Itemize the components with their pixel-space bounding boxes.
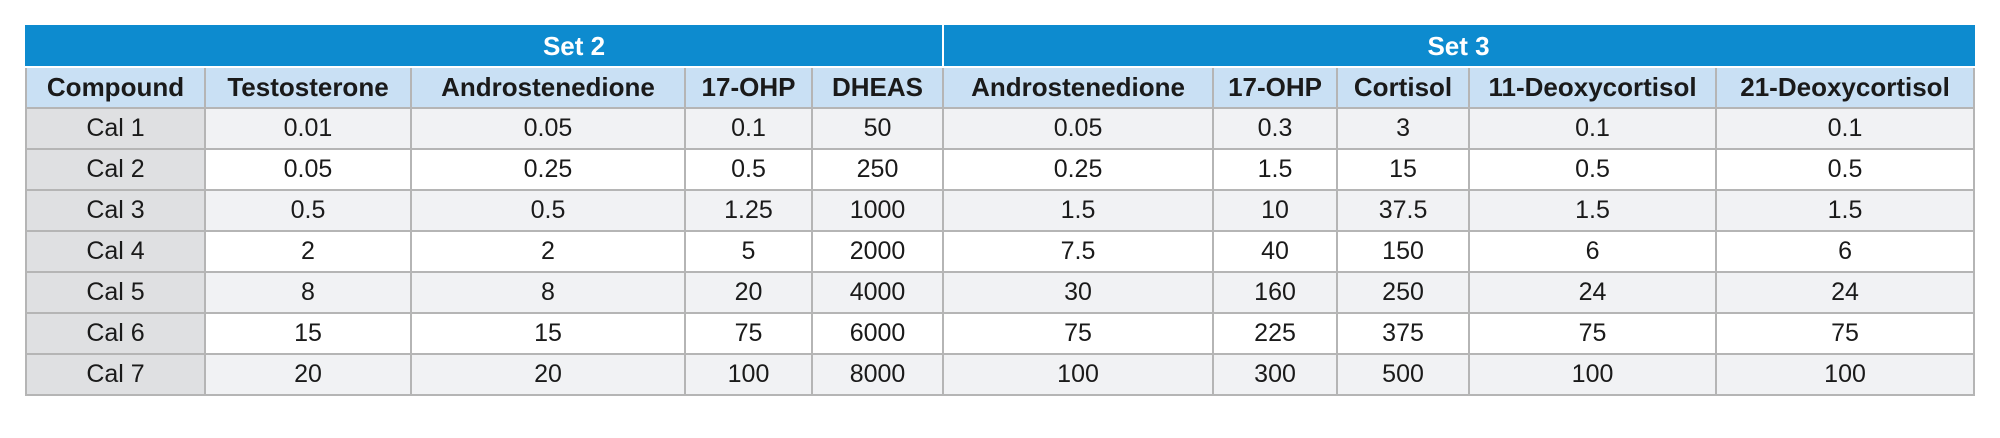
table-cell: 300 [1213, 354, 1337, 395]
table-cell: 75 [1716, 313, 1974, 354]
set-header-row [26, 26, 1974, 67]
calibration-table [25, 25, 1975, 396]
table-cell: 6 [1716, 231, 1974, 272]
row-label-cell: Cal 6 [26, 313, 205, 354]
table-cell: 10 [1213, 190, 1337, 231]
row-label-cell: Cal 5 [26, 272, 205, 313]
table-cell: 37.5 [1337, 190, 1469, 231]
table-cell: 6 [1469, 231, 1716, 272]
table-cell: 24 [1716, 272, 1974, 313]
table-cell: 75 [685, 313, 812, 354]
table-cell: 150 [1337, 231, 1469, 272]
table-cell: 1.5 [1469, 190, 1716, 231]
column-header-cortisol: Cortisol [1337, 67, 1469, 108]
row-label-cell: Cal 3 [26, 190, 205, 231]
table-cell: 0.5 [411, 190, 685, 231]
table-cell: 8 [411, 272, 685, 313]
column-header-testosterone: Testosterone [205, 67, 411, 108]
table-row [26, 108, 1974, 149]
table-cell: 1000 [812, 190, 943, 231]
column-header-androstenedione-set3: Androstenedione [943, 67, 1213, 108]
table-cell: 20 [411, 354, 685, 395]
row-label-cell: Cal 1 [26, 108, 205, 149]
column-header-17ohp-set2: 17-OHP [685, 67, 812, 108]
set-header-set-2: Set 2 [205, 26, 943, 67]
table-cell: 0.5 [685, 149, 812, 190]
table-row [26, 149, 1974, 190]
table-cell: 100 [685, 354, 812, 395]
table-row [26, 313, 1974, 354]
row-label-cell: Cal 4 [26, 231, 205, 272]
table-cell: 2 [411, 231, 685, 272]
table-row [26, 190, 1974, 231]
table-cell: 250 [1337, 272, 1469, 313]
table-body [26, 108, 1974, 395]
table-cell: 0.5 [1716, 149, 1974, 190]
table-row [26, 272, 1974, 313]
table-cell: 225 [1213, 313, 1337, 354]
table-cell: 15 [1337, 149, 1469, 190]
table-row [26, 354, 1974, 395]
table-row [26, 231, 1974, 272]
table-cell: 1.5 [943, 190, 1213, 231]
row-label-cell: Cal 2 [26, 149, 205, 190]
table-cell: 2000 [812, 231, 943, 272]
table-cell: 100 [1716, 354, 1974, 395]
table-cell: 40 [1213, 231, 1337, 272]
table-cell: 75 [943, 313, 1213, 354]
table-cell: 15 [411, 313, 685, 354]
table-cell: 20 [685, 272, 812, 313]
table-cell: 0.1 [685, 108, 812, 149]
table-cell: 4000 [812, 272, 943, 313]
column-header-compound: Compound [26, 67, 205, 108]
table-cell: 0.5 [1469, 149, 1716, 190]
table-cell: 0.3 [1213, 108, 1337, 149]
table-cell: 30 [943, 272, 1213, 313]
table-cell: 1.25 [685, 190, 812, 231]
table-cell: 100 [943, 354, 1213, 395]
table-cell: 6000 [812, 313, 943, 354]
table-cell: 1.5 [1716, 190, 1974, 231]
table-cell: 0.01 [205, 108, 411, 149]
row-label-cell: Cal 7 [26, 354, 205, 395]
table-cell: 3 [1337, 108, 1469, 149]
column-header-11-deoxycortisol: 11-Deoxycortisol [1469, 67, 1716, 108]
table-cell: 2 [205, 231, 411, 272]
table-cell: 100 [1469, 354, 1716, 395]
table-cell: 24 [1469, 272, 1716, 313]
table-cell: 250 [812, 149, 943, 190]
calibration-table-container [25, 25, 1973, 396]
table-cell: 0.25 [943, 149, 1213, 190]
set-header-spacer [26, 26, 205, 67]
table-cell: 0.05 [411, 108, 685, 149]
table-cell: 50 [812, 108, 943, 149]
column-header-row [26, 67, 1974, 108]
table-cell: 0.05 [943, 108, 1213, 149]
table-cell: 75 [1469, 313, 1716, 354]
table-cell: 375 [1337, 313, 1469, 354]
set-header-set-3: Set 3 [943, 26, 1974, 67]
table-cell: 8000 [812, 354, 943, 395]
table-cell: 0.5 [205, 190, 411, 231]
table-cell: 15 [205, 313, 411, 354]
table-cell: 8 [205, 272, 411, 313]
table-cell: 0.25 [411, 149, 685, 190]
table-cell: 5 [685, 231, 812, 272]
table-cell: 1.5 [1213, 149, 1337, 190]
column-header-dheas: DHEAS [812, 67, 943, 108]
table-cell: 7.5 [943, 231, 1213, 272]
column-header-androstenedione-set2: Androstenedione [411, 67, 685, 108]
table-cell: 500 [1337, 354, 1469, 395]
table-cell: 0.1 [1469, 108, 1716, 149]
table-cell: 20 [205, 354, 411, 395]
column-header-17ohp-set3: 17-OHP [1213, 67, 1337, 108]
table-cell: 0.1 [1716, 108, 1974, 149]
table-cell: 160 [1213, 272, 1337, 313]
column-header-21-deoxycortisol: 21-Deoxycortisol [1716, 67, 1974, 108]
table-cell: 0.05 [205, 149, 411, 190]
